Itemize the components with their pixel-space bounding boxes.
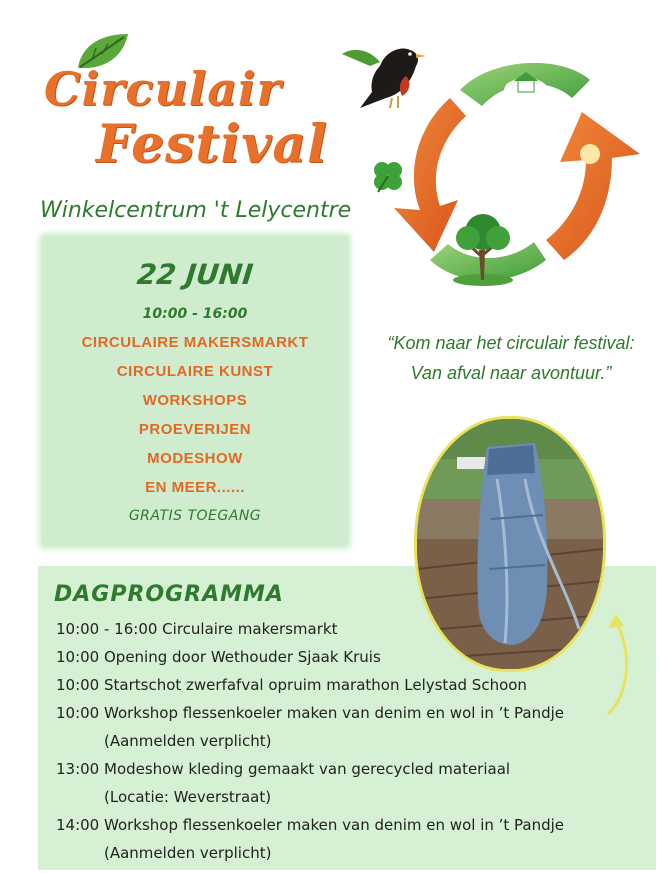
quote-line-1: “Kom naar het circulair festival: (387, 333, 635, 353)
program-note: (Locatie: Weverstraat) (104, 788, 272, 806)
activity-item: WORKSHOPS (142, 392, 248, 409)
quote-line-2: Van afval naar avontuur.” (410, 363, 612, 383)
bird-icon (340, 36, 426, 112)
activity-item: EN MEER...... (145, 479, 245, 496)
bottle-cooler-photo (414, 416, 606, 672)
program-note: (Aanmelden verplicht) (104, 844, 272, 862)
activity-item: CIRCULAIRE KUNST (116, 363, 274, 380)
curved-arrow-icon (600, 610, 640, 720)
title-line-1: Circulair (44, 62, 282, 116)
info-box (42, 236, 348, 546)
clover-icon (368, 156, 408, 196)
activity-item: PROEVERIJEN (138, 421, 252, 438)
tree-icon (448, 206, 518, 286)
title-line-2: Festival (96, 114, 328, 175)
program-line: 10:00 Startschot zwerfafval opruim marathon Lelystad Schoon (56, 676, 527, 694)
free-admission: GRATIS TOEGANG (128, 508, 262, 524)
program-line: 10:00 Workshop flessenkoeler maken van denim en wol in ’t Pandje (56, 704, 565, 722)
program-line: 14:00 Workshop flessenkoeler maken van denim en wol in ’t Pandje (56, 816, 565, 834)
activity-item: MODESHOW (147, 450, 243, 467)
program-line: 13:00 Modeshow kleding gemaakt van gerecycled materiaal (56, 760, 511, 778)
program-note: (Aanmelden verplicht) (104, 732, 272, 750)
program-title: DAGPROGRAMMA (54, 582, 284, 607)
program-line: 10:00 Opening door Wethouder Sjaak Kruis (56, 648, 381, 666)
venue-subtitle: Winkelcentrum 't Lelycentre (40, 198, 352, 223)
event-date: 22 JUNI (135, 258, 255, 291)
program-line: 10:00 - 16:00 Circulaire makersmarkt (56, 620, 338, 638)
activity-item: CIRCULAIRE MAKERSMARKT (81, 334, 309, 351)
event-time: 10:00 - 16:00 (142, 306, 248, 322)
quote (366, 328, 656, 388)
